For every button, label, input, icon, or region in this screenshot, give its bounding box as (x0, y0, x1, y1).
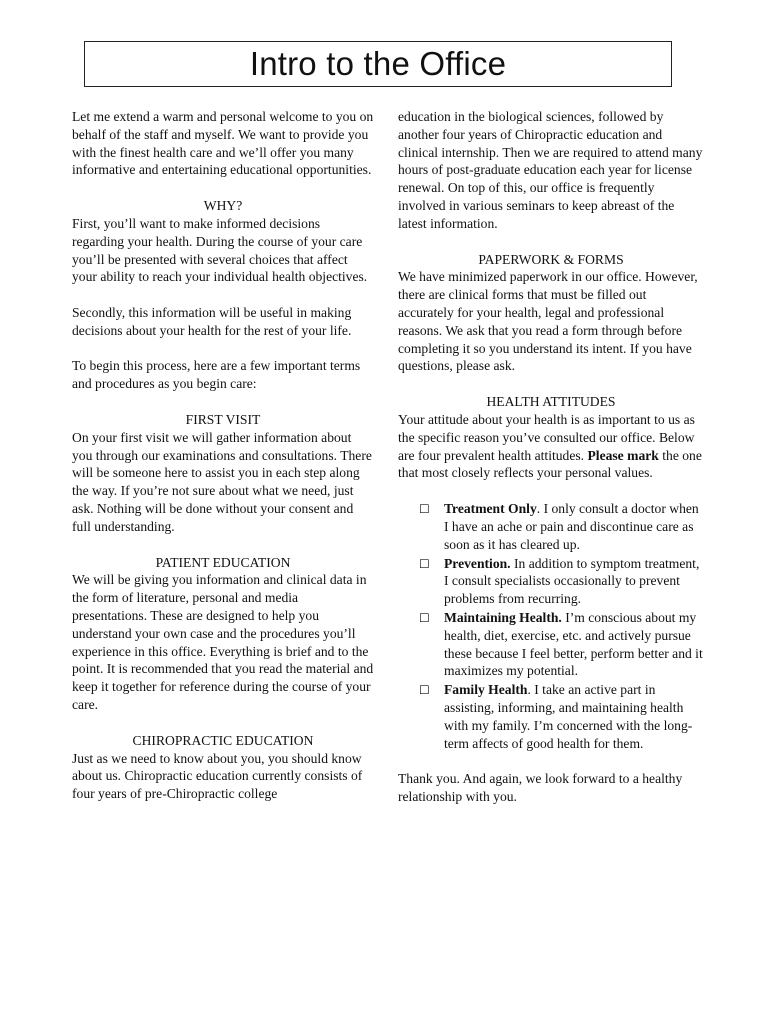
patient-education-paragraph: We will be giving you information and clinical data in the form of literature, personal and media presentations. These are designed to help you understand your own case and the procedures you’ll experience in this office. Everything is brief and to the point. It is recommended that you read the material and keep it together for reference during the course of your care. (72, 572, 374, 712)
choice-title: Treatment Only (444, 501, 537, 517)
choice-title: Family Health (444, 682, 528, 698)
choice-text: In addition to symptom treatment, I consult specialists occasionally to prevent problems from recurring. (444, 555, 700, 607)
attitudes-intro-text: Your attitude about your health is as important to us as the specific reason you’ve consulted our office. Below are four prevalent health attitudes. (398, 411, 695, 463)
please-mark-label: Please mark (587, 447, 659, 463)
why-paragraph-3: To begin this process, here are a few important terms and procedures as you begin care: (72, 358, 361, 392)
choice-treatment-only (398, 500, 704, 553)
paperwork-heading: PAPERWORK & FORMS (478, 251, 624, 267)
health-attitudes-intro (398, 411, 704, 482)
title-box (84, 41, 672, 87)
page-title: Intro to the Office (249, 45, 507, 82)
why-paragraph-2: Secondly, this information will be useful in making decisions about your health for the rest of your life. (72, 304, 352, 338)
choice-text: I’m conscious about my health, diet, exercise, etc. and actively pursue these because I feel better, perform better and it maximizes my potential. (444, 609, 703, 679)
right-column (398, 108, 704, 806)
choice-maintaining-health (398, 609, 704, 680)
health-attitudes-heading: HEALTH ATTITUDES (486, 394, 616, 410)
paperwork-paragraph: We have minimized paperwork in our office. However, there are clinical forms that must be filled out accurately for your health, legal and professional reasons. We ask that you read a form through before completing it so you understand its intent. If you have questions, please ask. (398, 269, 698, 374)
choice-title: Maintaining Health. (444, 609, 562, 625)
chiropractic-education-paragraph: Just as we need to know about you, you should know about us. Chiropractic education currently consists of four years of pre-Chiropractic college (72, 750, 363, 802)
attitudes-tail-text: the one that most closely reflects your personal values. (398, 447, 702, 481)
checkbox-icon[interactable]: ☐ (419, 556, 430, 571)
first-visit-heading: FIRST VISIT (185, 411, 261, 427)
first-visit-paragraph: On your first visit we will gather information about you through our examinations and consultations. There will be someone here to assist you in each step along the way. If you’re not sure about what we need, just ask. Nothing will be done without your consent and full understanding. (72, 429, 372, 534)
welcome-paragraph: Let me extend a warm and personal welcome to you on behalf of the staff and myself. We want to provide you with the finest health care and we’ll offer you many informative and entertaining educational opportunities. (72, 109, 374, 178)
chiropractic-education-continued: education in the biological sciences, followed by another four years of Chiropractic education and clinical internship. Then we are required to attend many hours of post-graduate education each year for license renewal. On top of this, our office is frequently involved in various seminars to keep abreast of the latest information. (398, 109, 703, 231)
choice-text: . I only consult a doctor when I have an ache or pain and discontinue care as soon as it has cleared up. (444, 501, 699, 552)
health-attitude-choices (398, 500, 704, 752)
choice-text: . I take an active part in assisting, informing, and maintaining health with my family. I’m concerned with the long-term affects of good health for them. (444, 682, 693, 751)
why-paragraph-1: First, you’ll want to make informed decisions regarding your health. During the course of your care you’ll be presented with several choices that affect your ability to reach your individual health objectives. (72, 215, 368, 285)
checkbox-icon[interactable]: ☐ (419, 683, 430, 698)
choice-title: Prevention. (444, 555, 511, 571)
left-column (72, 108, 374, 803)
checkbox-icon[interactable]: ☐ (419, 610, 430, 625)
why-heading: WHY? (203, 198, 243, 214)
patient-education-heading: PATIENT EDUCATION (155, 554, 291, 570)
chiropractic-education-heading: CHIROPRACTIC EDUCATION (132, 732, 314, 748)
checkbox-icon[interactable]: ☐ (419, 502, 430, 517)
closing-paragraph: Thank you. And again, we look forward to a healthy relationship with you. (398, 771, 683, 804)
choice-prevention (398, 555, 704, 608)
choice-family-health (398, 681, 704, 752)
